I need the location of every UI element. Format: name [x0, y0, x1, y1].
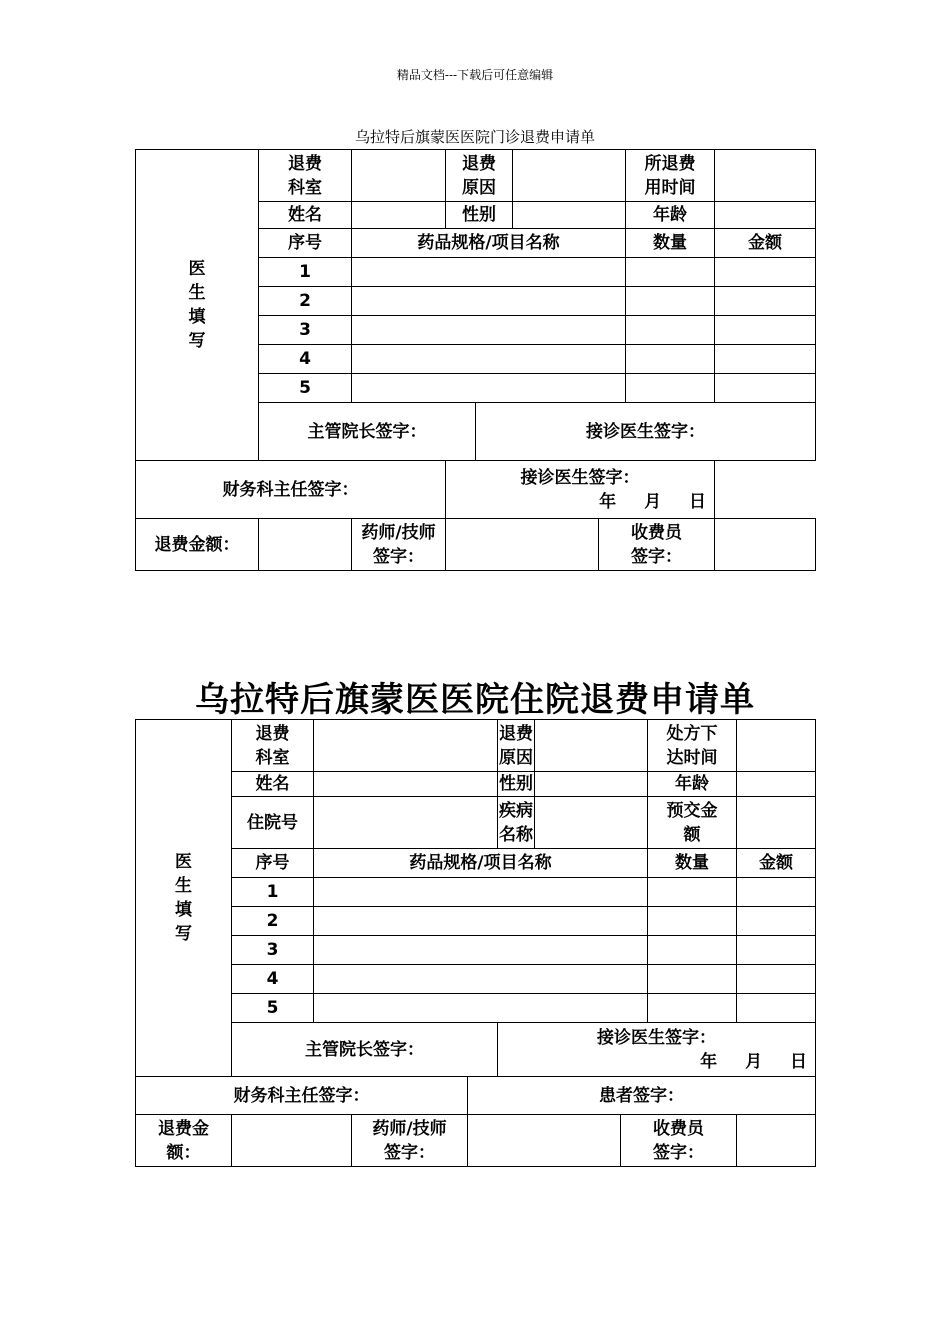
- admission-label: 住院号: [232, 797, 314, 849]
- row-amount-field[interactable]: [715, 374, 816, 403]
- disease-field[interactable]: [535, 797, 648, 849]
- side-char: 生: [188, 283, 206, 303]
- director-signature-label: 主管院长签字：: [305, 1039, 424, 1060]
- prepay-label-line: 额: [683, 824, 701, 845]
- pharmacist-field[interactable]: [468, 1115, 621, 1167]
- row-seq: 2: [259, 287, 352, 316]
- row-seq: 2: [232, 907, 314, 936]
- time-field[interactable]: [737, 720, 816, 772]
- form2-side-label: [136, 720, 232, 1077]
- refund-amount-field[interactable]: [232, 1115, 352, 1167]
- row-amount-field[interactable]: [715, 287, 816, 316]
- finance-signature[interactable]: [136, 1077, 468, 1115]
- row-qty-field[interactable]: [648, 936, 737, 965]
- pharmacist-label-line: 药师/技师: [361, 522, 436, 543]
- reason-label-line: 原因: [462, 177, 496, 198]
- age-label: 年龄: [648, 772, 737, 797]
- row-qty-field[interactable]: [626, 374, 715, 403]
- row-seq: 5: [232, 994, 314, 1023]
- side-char: 生: [175, 876, 192, 896]
- name-label: 姓名: [232, 772, 314, 797]
- col-amount-header: 金额: [715, 229, 816, 258]
- cashier-label-line: 收费员: [631, 522, 682, 543]
- row-amount-field[interactable]: [715, 316, 816, 345]
- cashier-label-line: 签字：: [653, 1142, 705, 1163]
- director-signature[interactable]: [232, 1023, 498, 1077]
- row-amount-field[interactable]: [737, 878, 816, 907]
- row-amount-field[interactable]: [737, 994, 816, 1023]
- doctor-signature-label: 接诊医生签字：: [586, 421, 705, 442]
- time-label-line: 所退费: [644, 153, 696, 174]
- row-item-field[interactable]: [352, 345, 626, 374]
- time-label-line: 用时间: [644, 177, 696, 198]
- refund-amount-label-line: 额：: [166, 1142, 201, 1163]
- prepay-field[interactable]: [737, 797, 816, 849]
- inpatient-refund-form: [135, 719, 816, 1167]
- disease-label-line: 疾病: [499, 800, 534, 821]
- prepay-label-line: 预交金: [666, 800, 718, 821]
- col-qty-header: 数量: [626, 229, 715, 258]
- outpatient-refund-form: [135, 149, 816, 571]
- dept-label-line: 科室: [288, 177, 322, 198]
- side-char: 写: [175, 924, 192, 944]
- reason-label: [446, 150, 513, 202]
- disease-label-line: 名称: [499, 824, 534, 845]
- date-day: 日: [689, 491, 706, 512]
- watermark-text: 精品文档---下载后可任意编辑: [396, 68, 554, 82]
- pharmacist-label: [352, 1115, 468, 1167]
- reason-field[interactable]: [535, 720, 648, 772]
- reason-label-line: 退费: [462, 153, 496, 174]
- col-item-header: 药品规格/项目名称: [314, 849, 648, 878]
- date-line: [446, 490, 714, 514]
- pharmacist-label: [352, 519, 446, 571]
- doctor-signature-2[interactable]: [446, 461, 715, 519]
- row-item-field[interactable]: [314, 994, 648, 1023]
- row-seq: 4: [232, 965, 314, 994]
- patient-signature-label: 患者签字：: [599, 1085, 684, 1106]
- pharmacist-label-line: 签字：: [373, 546, 424, 567]
- date-month: 月: [745, 1051, 763, 1072]
- row-qty-field[interactable]: [648, 994, 737, 1023]
- finance-signature[interactable]: [136, 461, 446, 519]
- side-char: 写: [188, 331, 206, 351]
- row-seq: 1: [259, 258, 352, 287]
- date-month: 月: [644, 491, 662, 512]
- doctor-signature-2-label: 接诊医生签字：: [520, 467, 640, 488]
- row-qty-field[interactable]: [626, 287, 715, 316]
- refund-amount-label: [136, 1115, 232, 1167]
- row-qty-field[interactable]: [626, 345, 715, 374]
- row-seq: 3: [232, 936, 314, 965]
- row-amount-field[interactable]: [737, 907, 816, 936]
- finance-signature-label: 财务科主任签字：: [222, 479, 359, 500]
- row-qty-field[interactable]: [626, 316, 715, 345]
- name-field[interactable]: [352, 202, 446, 229]
- pharmacist-label-line: 签字：: [384, 1142, 435, 1163]
- dept-label: [232, 720, 314, 772]
- row-seq: 1: [232, 878, 314, 907]
- doctor-signature[interactable]: [498, 1023, 816, 1077]
- row-item-field[interactable]: [314, 936, 648, 965]
- date-line: [498, 1050, 815, 1074]
- admission-field[interactable]: [314, 797, 498, 849]
- name-label: 姓名: [259, 202, 352, 229]
- dept-field[interactable]: [352, 150, 446, 202]
- date-year: 年: [599, 491, 617, 512]
- side-char: 填: [175, 900, 192, 920]
- finance-signature-label: 财务科主任签字：: [233, 1085, 370, 1106]
- date-year: 年: [700, 1051, 718, 1072]
- age-field[interactable]: [715, 202, 816, 229]
- refund-amount-label: 退费金额：: [136, 519, 259, 571]
- row-amount-field[interactable]: [737, 965, 816, 994]
- doctor-signature-label: 接诊医生签字：: [597, 1027, 717, 1048]
- cashier-label-line: 收费员: [653, 1118, 705, 1139]
- col-seq-header: 序号: [232, 849, 314, 878]
- date-day: 日: [790, 1051, 808, 1072]
- disease-label: [498, 797, 535, 849]
- prepay-label: [648, 797, 737, 849]
- dept-label-line: 退费: [288, 153, 322, 174]
- time-field[interactable]: [715, 150, 816, 202]
- reason-field[interactable]: [513, 150, 626, 202]
- reason-label: [498, 720, 535, 772]
- dept-label: [259, 150, 352, 202]
- age-field[interactable]: [737, 772, 816, 797]
- form1-title: 乌拉特后旗蒙医医院门诊退费申请单: [354, 128, 595, 146]
- reason-label-line: 原因: [499, 747, 534, 768]
- row-item-field[interactable]: [314, 907, 648, 936]
- reason-label-line: 退费: [499, 723, 534, 744]
- director-signature[interactable]: [259, 403, 476, 461]
- dept-label-line: 退费: [255, 723, 290, 744]
- row-item-field[interactable]: [314, 965, 648, 994]
- row-amount-field[interactable]: [715, 258, 816, 287]
- row-item-field[interactable]: [352, 374, 626, 403]
- row-amount-field[interactable]: [737, 936, 816, 965]
- form1-side-label: [136, 150, 259, 461]
- col-qty-header: 数量: [648, 849, 737, 878]
- row-item-field[interactable]: [352, 316, 626, 345]
- gender-label: 性别: [498, 772, 535, 797]
- side-char: 填: [188, 307, 206, 327]
- cashier-label: [621, 1115, 737, 1167]
- col-seq-header: 序号: [259, 229, 352, 258]
- side-char: 医: [188, 259, 206, 279]
- name-field[interactable]: [314, 772, 498, 797]
- row-amount-field[interactable]: [715, 345, 816, 374]
- gender-label: 性别: [446, 202, 513, 229]
- gender-field[interactable]: [535, 772, 648, 797]
- age-label: 年龄: [626, 202, 715, 229]
- row-qty-field[interactable]: [648, 878, 737, 907]
- cashier-label: [599, 519, 715, 571]
- director-signature-label: 主管院长签字：: [307, 421, 427, 442]
- form2-title: 乌拉特后旗蒙医医院住院退费申请单: [195, 680, 755, 720]
- cashier-field[interactable]: [737, 1115, 816, 1167]
- row-qty-field[interactable]: [626, 258, 715, 287]
- time-label-line: 处方下: [666, 723, 718, 744]
- side-char: 医: [175, 852, 192, 872]
- time-label-line: 达时间: [666, 747, 718, 768]
- dept-field[interactable]: [314, 720, 498, 772]
- row-item-field[interactable]: [314, 878, 648, 907]
- row-seq: 4: [259, 345, 352, 374]
- row-seq: 3: [259, 316, 352, 345]
- time-label: [626, 150, 715, 202]
- cashier-label-line: 签字：: [631, 546, 682, 567]
- gender-field[interactable]: [513, 202, 626, 229]
- refund-amount-field[interactable]: [259, 519, 352, 571]
- dept-label-line: 科室: [255, 747, 290, 768]
- refund-amount-label-line: 退费金: [158, 1118, 209, 1139]
- row-item-field[interactable]: [352, 287, 626, 316]
- pharmacist-field[interactable]: [446, 519, 599, 571]
- row-qty-field[interactable]: [648, 907, 737, 936]
- row-item-field[interactable]: [352, 258, 626, 287]
- pharmacist-label-line: 药师/技师: [372, 1118, 447, 1139]
- row-seq: 5: [259, 374, 352, 403]
- patient-signature[interactable]: [468, 1077, 816, 1115]
- row-qty-field[interactable]: [648, 965, 737, 994]
- col-amount-header: 金额: [737, 849, 816, 878]
- cashier-field[interactable]: [715, 519, 816, 571]
- time-label: [648, 720, 737, 772]
- doctor-signature[interactable]: [476, 403, 816, 461]
- col-item-header: 药品规格/项目名称: [352, 229, 626, 258]
